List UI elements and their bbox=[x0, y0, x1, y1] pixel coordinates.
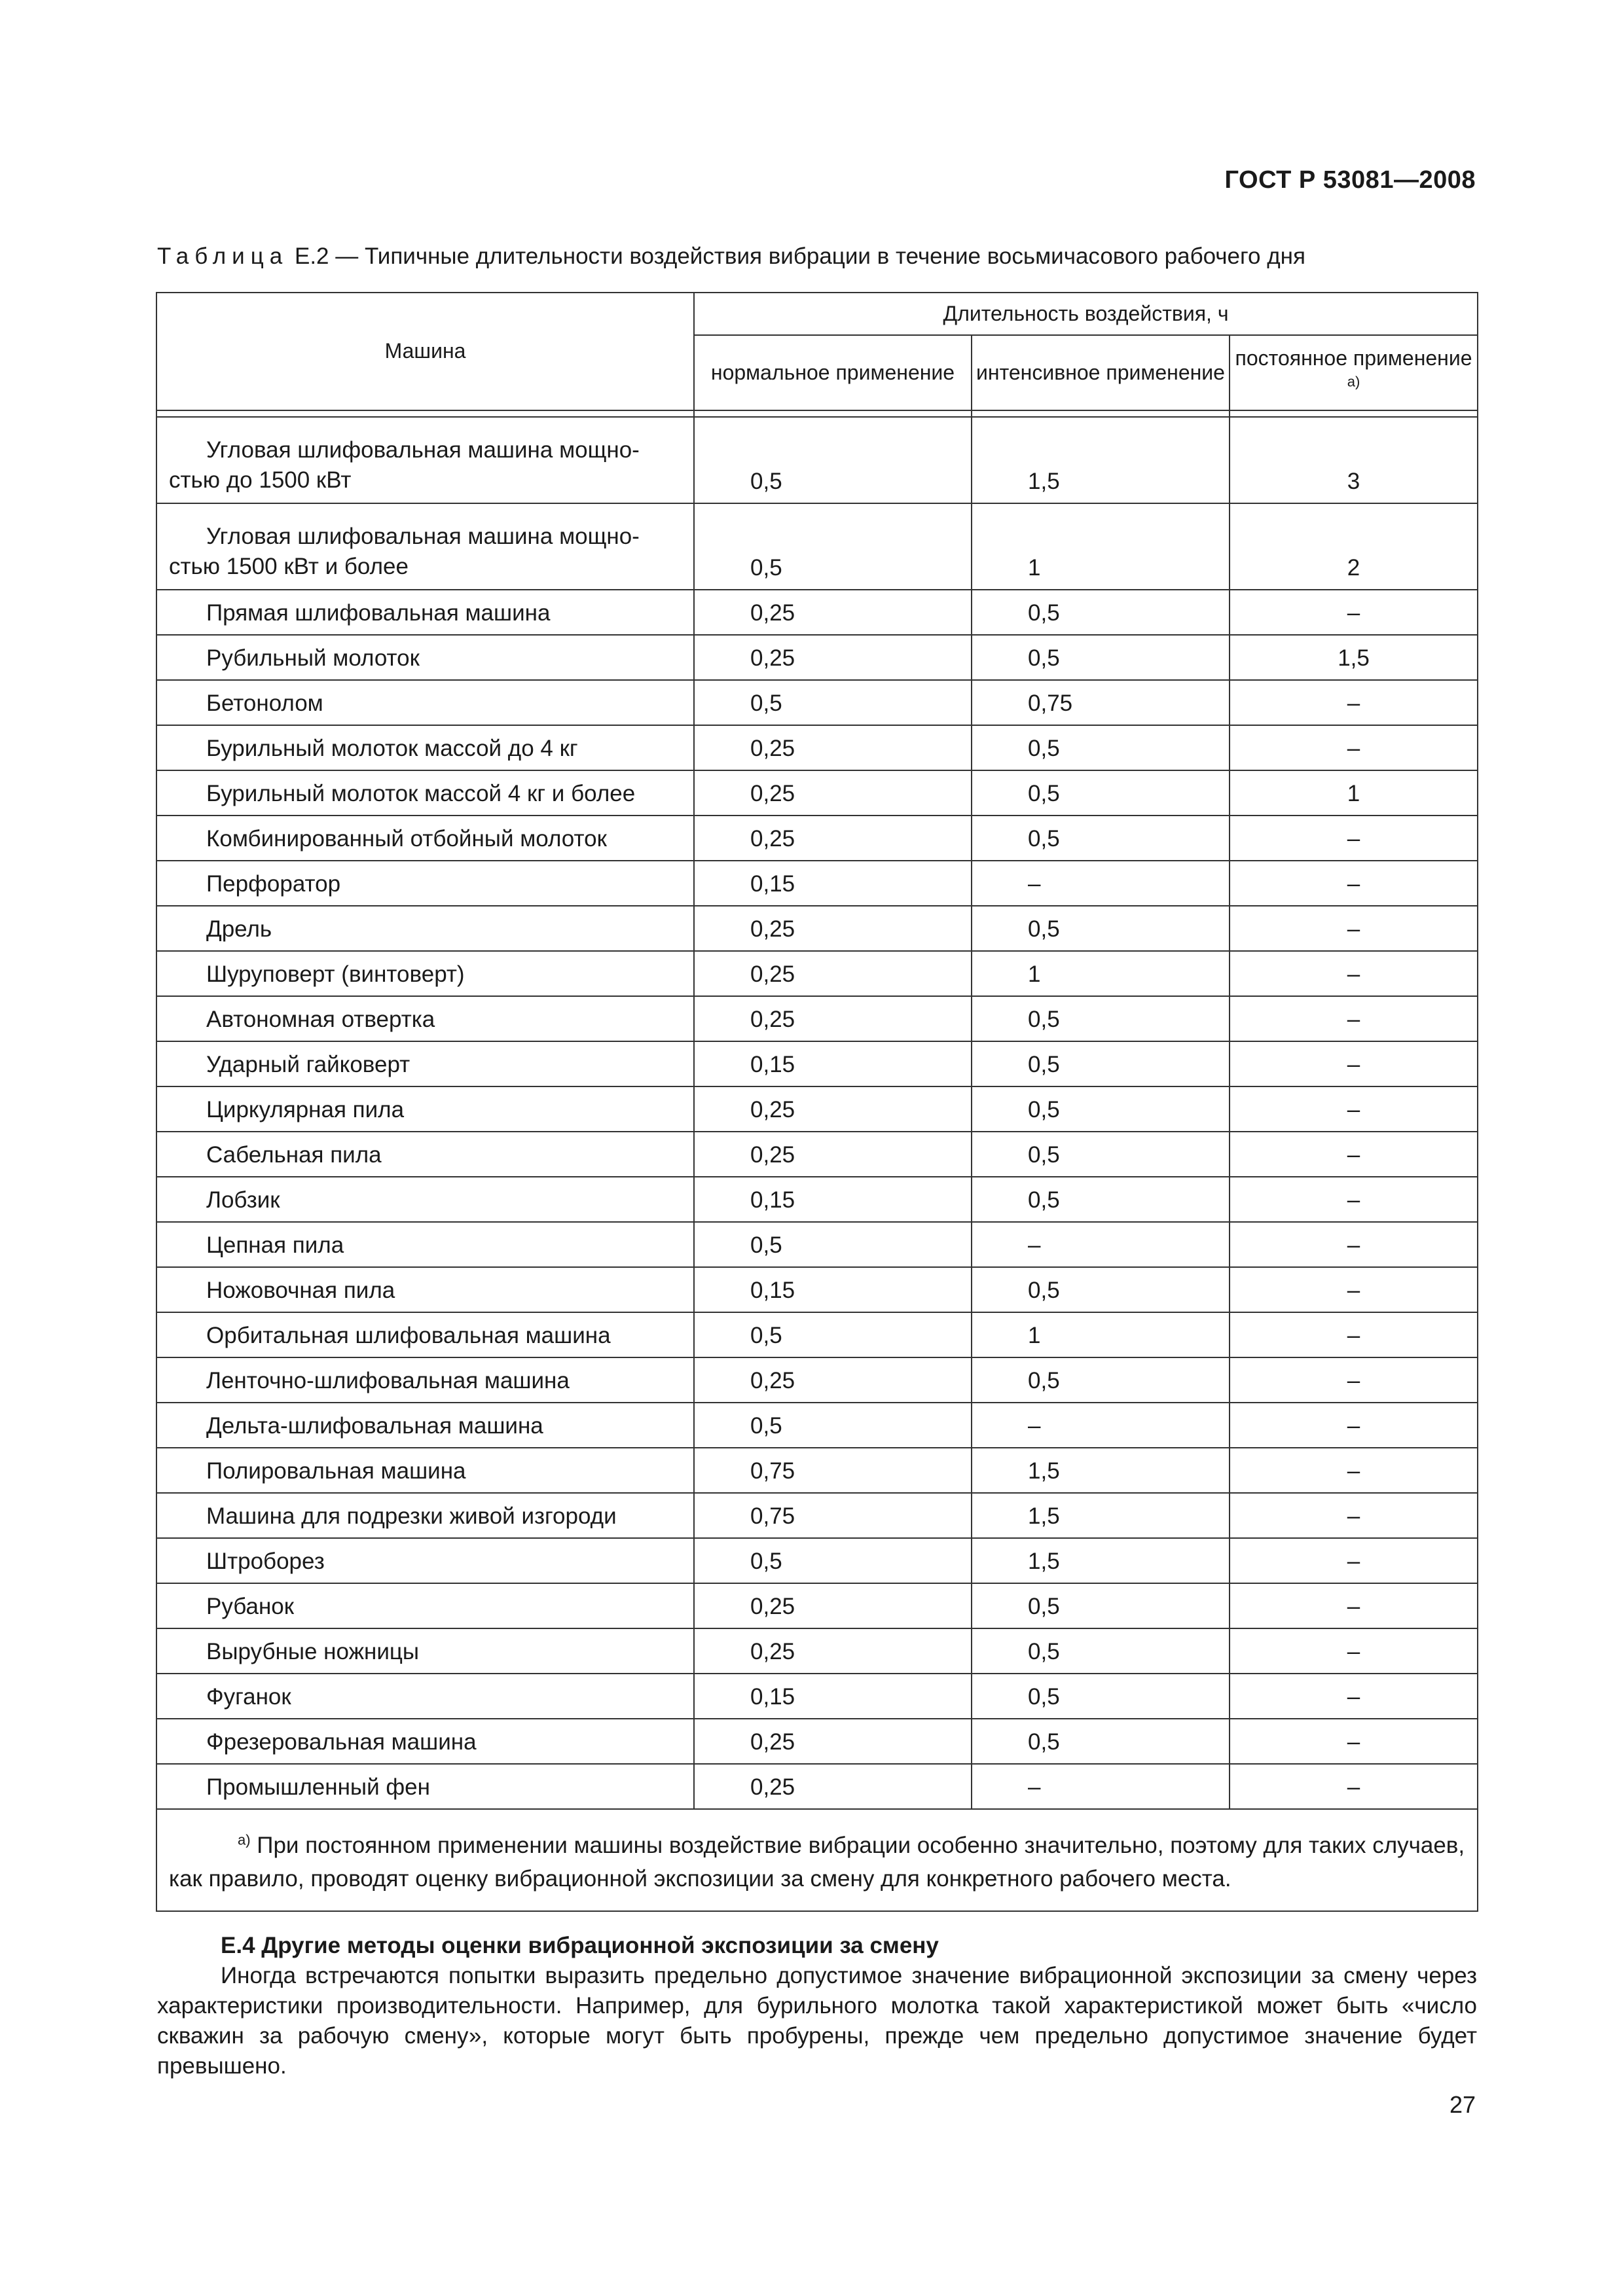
table-row bbox=[156, 590, 1478, 635]
row-intensive-value: 0,5 bbox=[972, 1628, 1230, 1674]
section-title: Е.4 Другие методы оценки вибрационной экспозиции за смену bbox=[221, 1933, 939, 1958]
vibration-duration-table bbox=[156, 292, 1478, 1912]
table-row bbox=[156, 1041, 1478, 1086]
row-constant-value: – bbox=[1230, 1448, 1478, 1493]
row-machine-name: Прямая шлифовальная машина bbox=[156, 590, 694, 635]
row-intensive-value: 0,5 bbox=[972, 1267, 1230, 1312]
row-intensive-value: 0,5 bbox=[972, 906, 1230, 951]
table-row bbox=[156, 417, 1478, 503]
row-constant-value: – bbox=[1230, 680, 1478, 725]
table-row bbox=[156, 861, 1478, 906]
table-footnote bbox=[156, 1809, 1478, 1911]
row-machine-name: Штроборез bbox=[156, 1538, 694, 1583]
row-normal-value: 0,25 bbox=[694, 590, 972, 635]
row-machine-name-line2: стью до 1500 кВт bbox=[169, 467, 352, 493]
row-constant-value: – bbox=[1230, 1177, 1478, 1222]
row-normal-value: 0,5 bbox=[694, 1538, 972, 1583]
row-normal-value: 0,25 bbox=[694, 1357, 972, 1403]
row-machine-name: Шуруповерт (винтоверт) bbox=[156, 951, 694, 996]
table-caption-prefix: Таблица bbox=[157, 243, 289, 269]
row-machine-name: Бетонолом bbox=[156, 680, 694, 725]
table-row bbox=[156, 725, 1478, 770]
row-constant-value: – bbox=[1230, 1132, 1478, 1177]
row-normal-value: 0,15 bbox=[694, 1177, 972, 1222]
row-normal-value: 0,25 bbox=[694, 996, 972, 1041]
row-machine-name-line2: стью 1500 кВт и более bbox=[169, 553, 409, 579]
table-row bbox=[156, 1674, 1478, 1719]
row-machine-name-line1: Угловая шлифовальная машина мощно- bbox=[206, 437, 640, 463]
row-constant-value: 1 bbox=[1230, 770, 1478, 816]
row-constant-value: 2 bbox=[1230, 503, 1478, 590]
table-row bbox=[156, 1403, 1478, 1448]
row-normal-value: 0,25 bbox=[694, 816, 972, 861]
row-constant-value: 1,5 bbox=[1230, 635, 1478, 680]
row-machine-name: Фрезеровальная машина bbox=[156, 1719, 694, 1764]
row-constant-value: – bbox=[1230, 1357, 1478, 1403]
table-body bbox=[156, 417, 1478, 1809]
row-constant-value: 3 bbox=[1230, 417, 1478, 503]
row-constant-value: – bbox=[1230, 1403, 1478, 1448]
row-normal-value: 0,25 bbox=[694, 725, 972, 770]
row-intensive-value: – bbox=[972, 1764, 1230, 1809]
row-constant-value: – bbox=[1230, 816, 1478, 861]
table-row bbox=[156, 1312, 1478, 1357]
row-machine-name bbox=[156, 503, 694, 590]
table-row bbox=[156, 1448, 1478, 1493]
row-normal-value: 0,15 bbox=[694, 1041, 972, 1086]
row-machine-name: Перфоратор bbox=[156, 861, 694, 906]
duration-table-wrapper bbox=[156, 292, 1477, 1912]
row-normal-value: 0,5 bbox=[694, 503, 972, 590]
row-intensive-value: 1,5 bbox=[972, 1538, 1230, 1583]
row-intensive-value: 1,5 bbox=[972, 1448, 1230, 1493]
row-constant-value: – bbox=[1230, 1628, 1478, 1674]
row-constant-value: – bbox=[1230, 996, 1478, 1041]
row-intensive-value: 0,5 bbox=[972, 1583, 1230, 1628]
row-constant-value: – bbox=[1230, 906, 1478, 951]
row-normal-value: 0,5 bbox=[694, 680, 972, 725]
row-normal-value: 0,25 bbox=[694, 951, 972, 996]
row-constant-value: – bbox=[1230, 1493, 1478, 1538]
table-row bbox=[156, 1493, 1478, 1538]
row-intensive-value: – bbox=[972, 861, 1230, 906]
table-row bbox=[156, 635, 1478, 680]
row-intensive-value: 0,5 bbox=[972, 1086, 1230, 1132]
table-caption-text: Е.2 — Типичные длительности воздействия вибрации в течение восьмичасового рабочего дня bbox=[294, 243, 1305, 269]
row-normal-value: 0,15 bbox=[694, 1674, 972, 1719]
row-normal-value: 0,75 bbox=[694, 1493, 972, 1538]
row-machine-name: Ударный гайковерт bbox=[156, 1041, 694, 1086]
row-normal-value: 0,25 bbox=[694, 1628, 972, 1674]
header-machine: Машина bbox=[156, 293, 694, 410]
table-row bbox=[156, 503, 1478, 590]
row-machine-name: Ленточно-шлифовальная машина bbox=[156, 1357, 694, 1403]
row-normal-value: 0,25 bbox=[694, 1132, 972, 1177]
header-intensive: интенсивное применение bbox=[972, 335, 1230, 410]
row-constant-value: – bbox=[1230, 1719, 1478, 1764]
row-machine-name: Полировальная машина bbox=[156, 1448, 694, 1493]
table-row bbox=[156, 1628, 1478, 1674]
table-row bbox=[156, 1267, 1478, 1312]
row-machine-name: Рубильный молоток bbox=[156, 635, 694, 680]
row-machine-name: Фуганок bbox=[156, 1674, 694, 1719]
footnote-mark: а) bbox=[238, 1831, 251, 1848]
row-intensive-value: 0,5 bbox=[972, 1177, 1230, 1222]
row-normal-value: 0,5 bbox=[694, 1312, 972, 1357]
row-normal-value: 0,75 bbox=[694, 1448, 972, 1493]
row-intensive-value: 1 bbox=[972, 1312, 1230, 1357]
table-row bbox=[156, 1086, 1478, 1132]
row-constant-value: – bbox=[1230, 1041, 1478, 1086]
table-row bbox=[156, 996, 1478, 1041]
table-row bbox=[156, 770, 1478, 816]
row-intensive-value: 0,5 bbox=[972, 1041, 1230, 1086]
row-normal-value: 0,25 bbox=[694, 1086, 972, 1132]
row-machine-name: Лобзик bbox=[156, 1177, 694, 1222]
row-machine-name: Орбитальная шлифовальная машина bbox=[156, 1312, 694, 1357]
table-caption bbox=[157, 243, 1305, 270]
table-row bbox=[156, 1764, 1478, 1809]
row-normal-value: 0,25 bbox=[694, 1583, 972, 1628]
row-constant-value: – bbox=[1230, 590, 1478, 635]
row-constant-value: – bbox=[1230, 1267, 1478, 1312]
table-row bbox=[156, 816, 1478, 861]
row-constant-value: – bbox=[1230, 1086, 1478, 1132]
row-intensive-value: 0,5 bbox=[972, 996, 1230, 1041]
row-constant-value: – bbox=[1230, 1222, 1478, 1267]
row-constant-value: – bbox=[1230, 1764, 1478, 1809]
row-normal-value: 0,5 bbox=[694, 1403, 972, 1448]
row-machine-name: Бурильный молоток массой до 4 кг bbox=[156, 725, 694, 770]
table-row bbox=[156, 1538, 1478, 1583]
row-machine-name: Промышленный фен bbox=[156, 1764, 694, 1809]
section-body: Иногда встречаются попытки выразить предельно допустимое значение вибрационной экспозиции за смену через характеристики производительности. Например, для бурильного молотка такой характеристикой может быть «число скважин за рабочую смену», которые могут быть пробурены, прежде чем предельно допустимое значение будет превышено. bbox=[157, 1963, 1477, 2079]
row-normal-value: 0,5 bbox=[694, 417, 972, 503]
row-constant-value: – bbox=[1230, 951, 1478, 996]
row-normal-value: 0,15 bbox=[694, 1267, 972, 1312]
row-constant-value: – bbox=[1230, 861, 1478, 906]
row-normal-value: 0,25 bbox=[694, 1764, 972, 1809]
row-intensive-value: 1,5 bbox=[972, 417, 1230, 503]
row-intensive-value: 0,5 bbox=[972, 725, 1230, 770]
table-row bbox=[156, 1222, 1478, 1267]
row-intensive-value: 0,5 bbox=[972, 635, 1230, 680]
table-row bbox=[156, 906, 1478, 951]
row-intensive-value: 0,5 bbox=[972, 1719, 1230, 1764]
row-constant-value: – bbox=[1230, 1674, 1478, 1719]
table-row bbox=[156, 1583, 1478, 1628]
footnote-text: При постоянном применении машины воздействие вибрации особенно значительно, поэтому для таких случаев, как правило, проводят оценку вибрационной экспозиции за смену для конкретного рабочего места. bbox=[169, 1833, 1465, 1892]
row-normal-value: 0,25 bbox=[694, 770, 972, 816]
row-normal-value: 0,15 bbox=[694, 861, 972, 906]
row-machine-name: Дельта-шлифовальная машина bbox=[156, 1403, 694, 1448]
row-machine-name: Машина для подрезки живой изгороди bbox=[156, 1493, 694, 1538]
table-row bbox=[156, 951, 1478, 996]
row-machine-name: Комбинированный отбойный молоток bbox=[156, 816, 694, 861]
row-machine-name: Сабельная пила bbox=[156, 1132, 694, 1177]
row-machine-name: Цепная пила bbox=[156, 1222, 694, 1267]
row-intensive-value: 0,5 bbox=[972, 1357, 1230, 1403]
row-intensive-value: 0,5 bbox=[972, 1674, 1230, 1719]
header-duration-group: Длительность воздействия, ч bbox=[694, 293, 1478, 335]
row-machine-name bbox=[156, 417, 694, 503]
section-e4 bbox=[157, 1931, 1477, 2081]
row-machine-name: Автономная отвертка bbox=[156, 996, 694, 1041]
row-machine-name: Вырубные ножницы bbox=[156, 1628, 694, 1674]
header-constant bbox=[1230, 335, 1478, 410]
row-intensive-value: 1,5 bbox=[972, 1493, 1230, 1538]
row-intensive-value: 0,75 bbox=[972, 680, 1230, 725]
header-constant-footnote-mark: а) bbox=[1347, 372, 1360, 389]
row-constant-value: – bbox=[1230, 1538, 1478, 1583]
row-constant-value: – bbox=[1230, 725, 1478, 770]
row-intensive-value: 0,5 bbox=[972, 816, 1230, 861]
row-machine-name: Дрель bbox=[156, 906, 694, 951]
row-normal-value: 0,25 bbox=[694, 1719, 972, 1764]
row-intensive-value: 1 bbox=[972, 951, 1230, 996]
table-row bbox=[156, 680, 1478, 725]
row-machine-name: Циркулярная пила bbox=[156, 1086, 694, 1132]
row-machine-name-line1: Угловая шлифовальная машина мощно- bbox=[206, 524, 640, 549]
row-normal-value: 0,25 bbox=[694, 635, 972, 680]
row-intensive-value: 0,5 bbox=[972, 770, 1230, 816]
row-intensive-value: 0,5 bbox=[972, 590, 1230, 635]
row-machine-name: Бурильный молоток массой 4 кг и более bbox=[156, 770, 694, 816]
row-intensive-value: – bbox=[972, 1403, 1230, 1448]
page-number: 27 bbox=[1449, 2091, 1476, 2118]
table-row bbox=[156, 1177, 1478, 1222]
row-normal-value: 0,5 bbox=[694, 1222, 972, 1267]
row-intensive-value: 0,5 bbox=[972, 1132, 1230, 1177]
row-intensive-value: 1 bbox=[972, 503, 1230, 590]
header-normal: нормальное применение bbox=[694, 335, 972, 410]
document-code: ГОСТ Р 53081—2008 bbox=[1224, 166, 1476, 194]
row-machine-name: Рубанок bbox=[156, 1583, 694, 1628]
table-row bbox=[156, 1132, 1478, 1177]
table-row bbox=[156, 1357, 1478, 1403]
row-constant-value: – bbox=[1230, 1312, 1478, 1357]
row-normal-value: 0,25 bbox=[694, 906, 972, 951]
row-machine-name: Ножовочная пила bbox=[156, 1267, 694, 1312]
header-constant-label: постоянное применение bbox=[1235, 346, 1472, 370]
table-row bbox=[156, 1719, 1478, 1764]
row-intensive-value: – bbox=[972, 1222, 1230, 1267]
row-constant-value: – bbox=[1230, 1583, 1478, 1628]
